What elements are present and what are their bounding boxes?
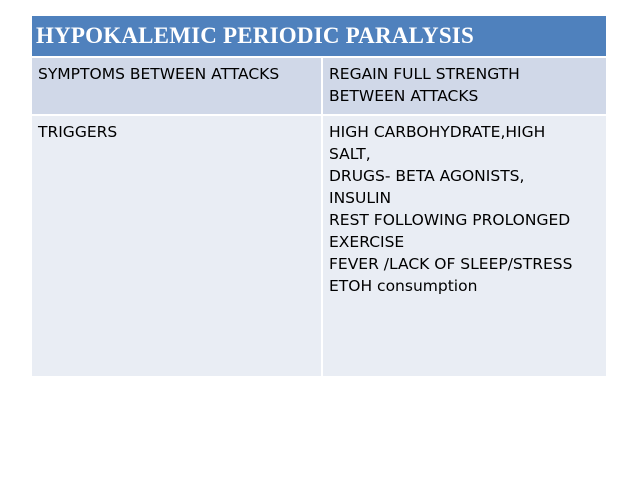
row-value-triggers <box>322 115 606 376</box>
trigger-line: SALT, <box>329 145 371 163</box>
table-row-symptoms <box>32 57 606 115</box>
symptoms-line: REGAIN FULL STRENGTH <box>329 65 520 83</box>
trigger-line: HIGH CARBOHYDRATE,HIGH <box>329 123 546 141</box>
trigger-line: EXERCISE <box>329 233 405 251</box>
trigger-line: DRUGS- BETA AGONISTS, <box>329 167 525 185</box>
table-title: HYPOKALEMIC PERIODIC PARALYSIS <box>32 16 606 57</box>
trigger-line: FEVER /LACK OF SLEEP/STRESS <box>329 255 573 273</box>
row-label-symptoms: SYMPTOMS BETWEEN ATTACKS <box>32 57 322 115</box>
row-label-triggers: TRIGGERS <box>32 115 322 376</box>
row-value-symptoms <box>322 57 606 115</box>
table-row-triggers <box>32 115 606 376</box>
trigger-line: ETOH consumption <box>329 277 478 295</box>
paralysis-table <box>32 16 606 376</box>
trigger-line: INSULIN <box>329 189 392 207</box>
symptoms-line: BETWEEN ATTACKS <box>329 87 479 105</box>
trigger-line: REST FOLLOWING PROLONGED <box>329 211 571 229</box>
table-header-row <box>32 16 606 57</box>
